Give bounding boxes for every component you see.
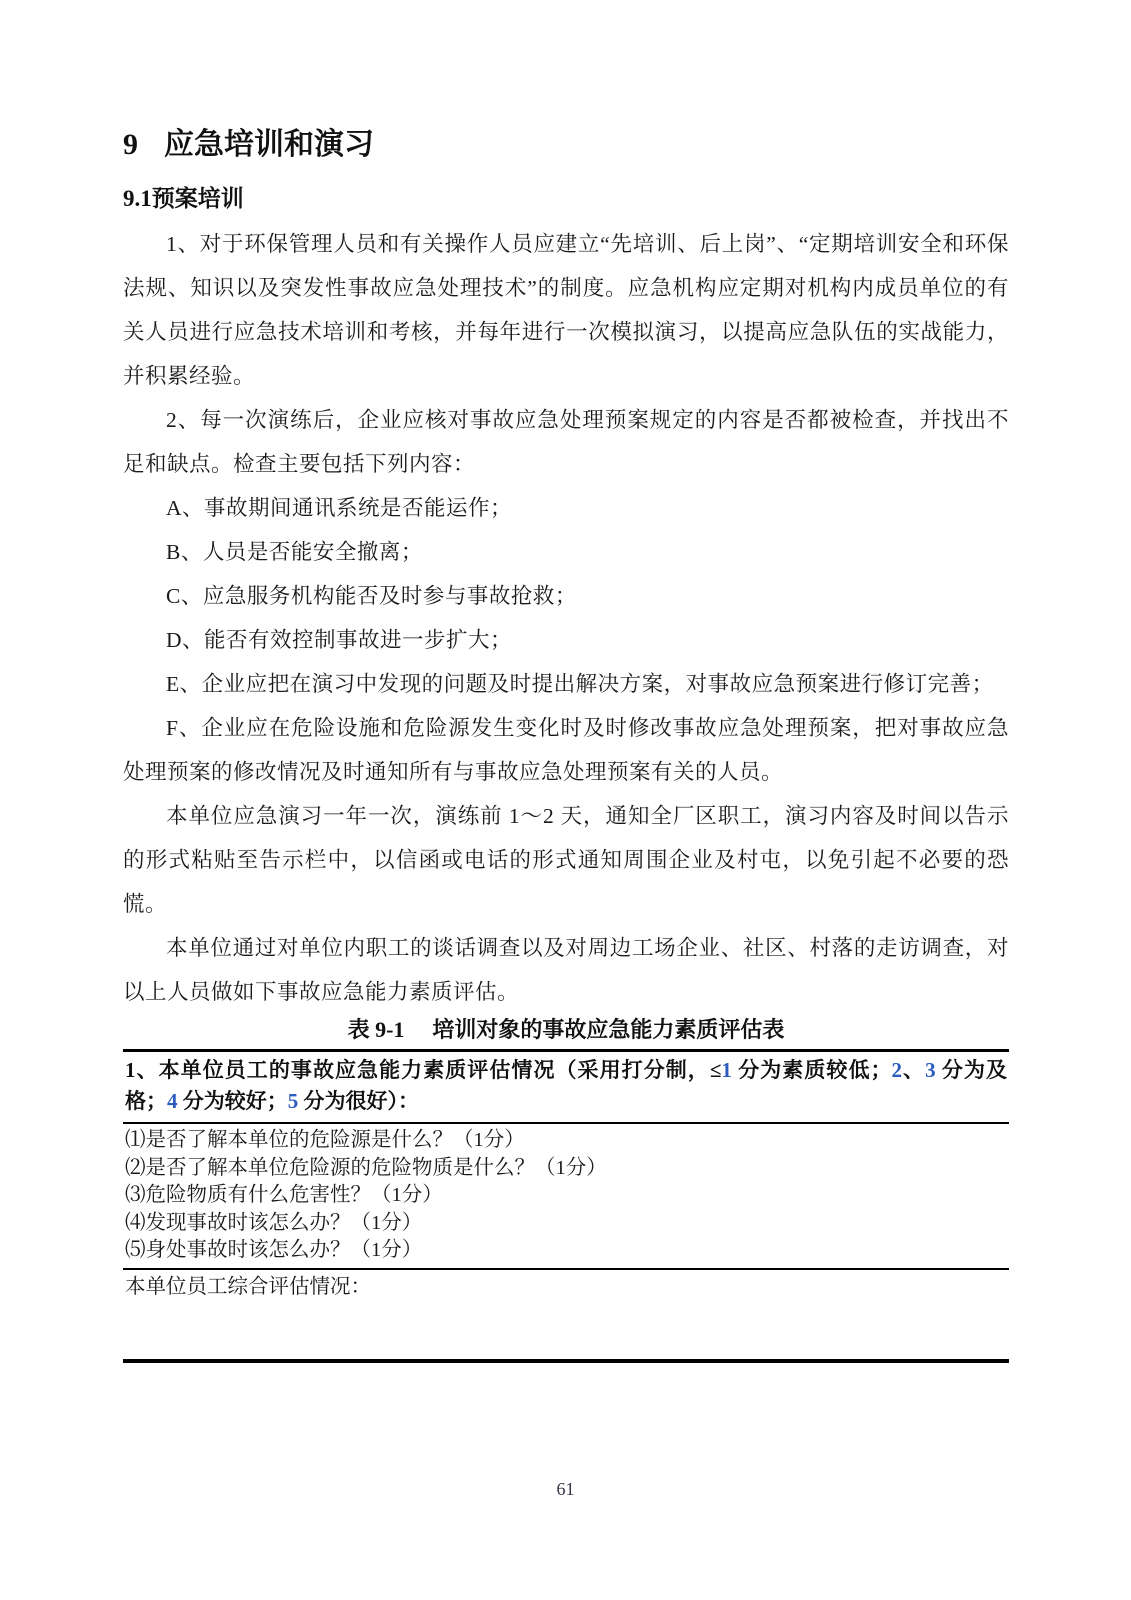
header-segment: 、 [902,1058,926,1082]
question-item: ⑵是否了解本单位危险源的危险物质是什么？（1分） [125,1156,607,1179]
section-heading [123,0,1009,164]
score-number: 2 [891,1058,902,1082]
page-number: 61 [556,1479,575,1499]
evaluation-table [123,1049,1009,1363]
table-caption-title: 培训对象的事故应急能力素质评估表 [432,1017,785,1042]
list-item-a: A、事故期间通讯系统是否能运作； [166,496,513,520]
header-segment: 分为及格； [125,1058,1008,1113]
list-item-d: D、能否有效控制事故进一步扩大； [166,628,513,652]
section-title: 应急培训和演习 [164,128,374,161]
header-segment: 分为很好）： [298,1089,419,1113]
header-segment: 分为素质较低； [731,1058,892,1082]
paragraph: 本单位通过对单位内职工的谈话调查以及对周边工场企业、社区、村落的走访调查，对以上人员做如下事故应急能力素质评估。 [123,936,1009,1004]
table-header-row [123,1052,1009,1124]
paragraph: 本单位应急演习一年一次，演练前 1～2 天，通知全厂区职工，演习内容及时间以告示的形式粘贴至告示栏中，以信函或电话的形式通知周围企业及村屯，以免引起不必要的恐慌。 [123,804,1009,916]
question-item: ⑶危险物质有什么危害性？（1分） [125,1184,443,1206]
header-segment: 1、本单位员工的事故应急能力素质评估情况（采用打分制，≤ [125,1058,722,1082]
score-number: 3 [925,1058,936,1082]
question-item: ⑴是否了解本单位的危险源是什么？（1分） [125,1129,525,1151]
list-item-f: F、企业应在危险设施和危险源发生变化时及时修改事故应急处理预案，把对事故应急处理预案的修改情况及时通知所有与事故应急处理预案有关的人员。 [123,716,1009,784]
score-number: 5 [287,1089,299,1113]
subsection-heading: 9.1预案培训 [123,186,244,211]
list-item-c: C、应急服务机构能否及时参与事故抢救； [166,584,577,608]
table-footer-row: 本单位员工综合评估情况： [125,1275,371,1298]
section-number: 9 [123,128,138,161]
body-text [123,222,1009,1014]
paragraph: 2、每一次演练后，企业应核对事故应急处理预案规定的内容是否都被检查，并找出不足和缺点。检查主要包括下列内容： [123,408,1009,476]
paragraph: 1、对于环保管理人员和有关操作人员应建立“先培训、后上岗”、“定期培训安全和环保法规、知识以及突发性事故应急处理技术”的制度。应急机构应定期对机构内成员单位的有关人员进行应急技术培训和考核，并每年进行一次模拟演习，以提高应急队伍的实战能力，并积累经验。 [123,232,1009,388]
table-caption-label: 表 9-1 [347,1017,405,1042]
table-questions-row [123,1124,1009,1270]
list-item-b: B、人员是否能安全撤离； [166,540,423,564]
header-segment: 分为较好； [177,1089,288,1113]
question-item: ⑸身处事故时该怎么办？（1分） [125,1239,423,1261]
list-item-e: E、企业应把在演习中发现的问题及时提出解决方案，对事故应急预案进行修订完善； [166,672,994,696]
score-number: 1 [721,1058,732,1082]
table-caption [123,1015,1009,1045]
document-content [123,0,1009,1363]
score-number: 4 [167,1089,178,1113]
question-item: ⑷发现事故时该怎么办？（1分） [125,1211,423,1234]
